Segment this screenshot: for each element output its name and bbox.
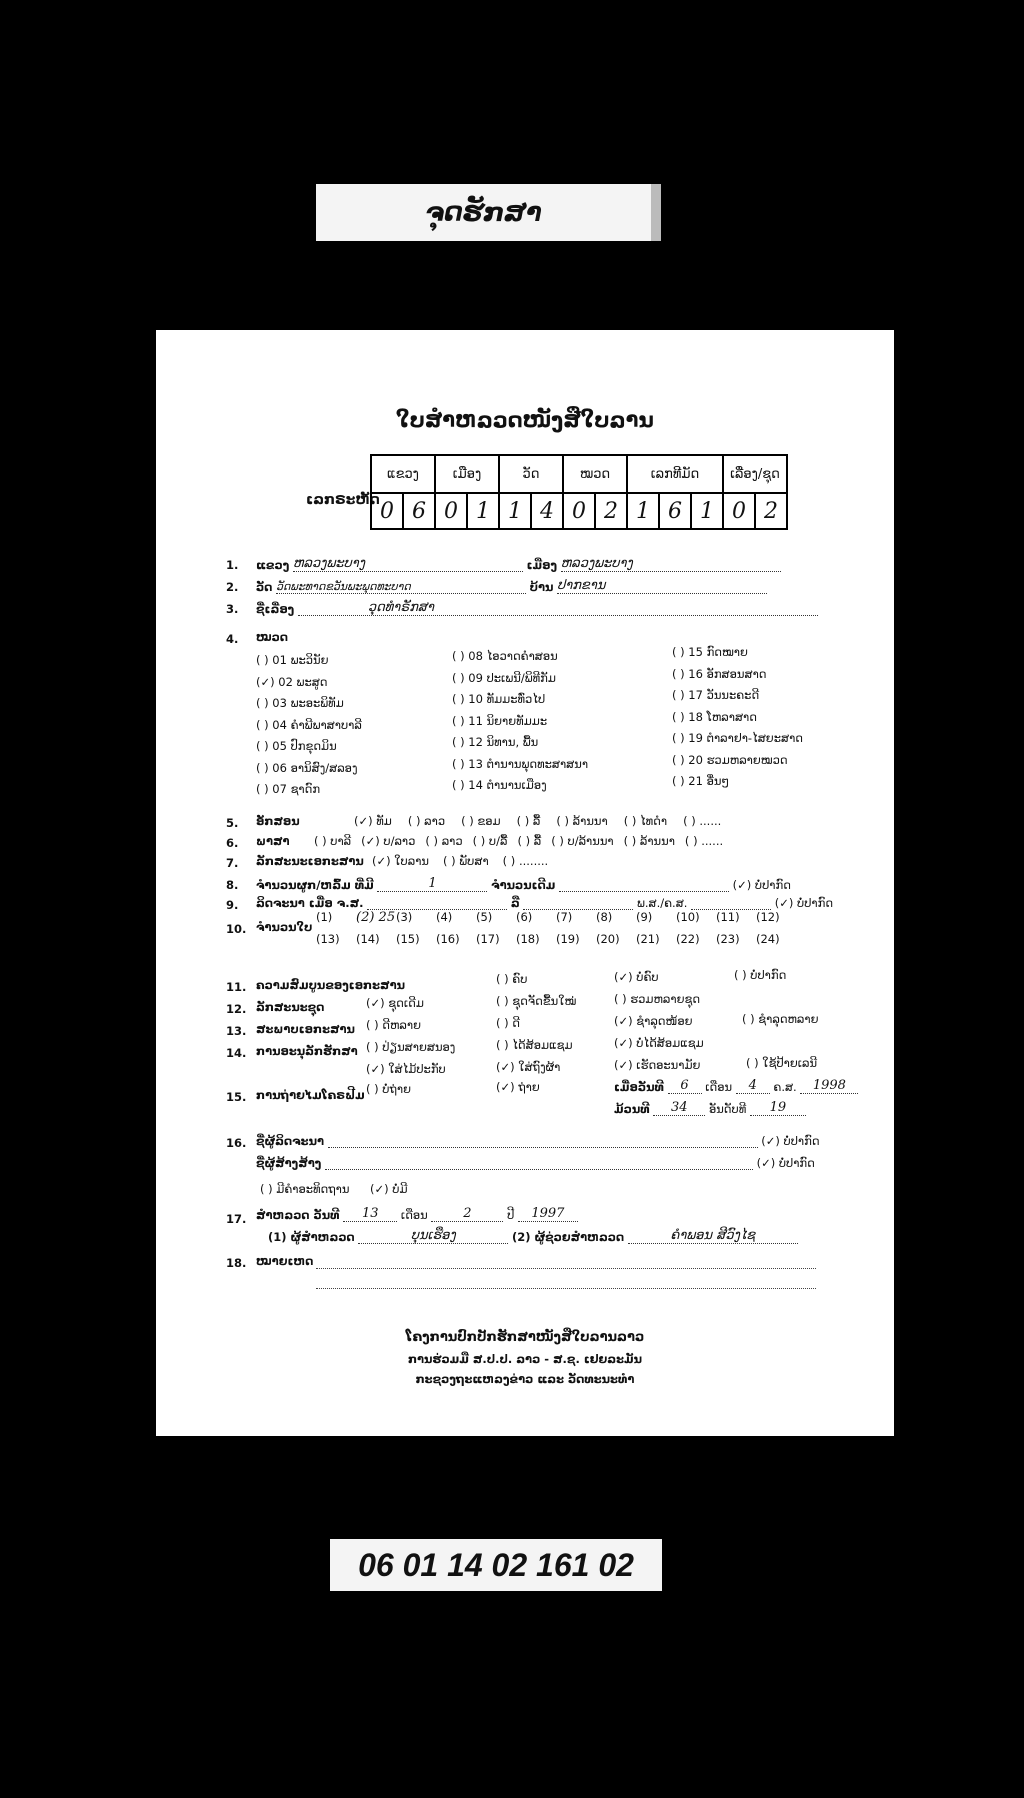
- doctype-option[interactable]: ( ) ພັບສາ: [443, 854, 489, 868]
- leaf-count-cell: (12): [756, 910, 780, 924]
- set-type-option[interactable]: (✓) ຊຸດເດີມ: [366, 996, 424, 1010]
- code-header-story: ເລື່ອງ/ຊຸດ: [723, 455, 787, 493]
- field-number: 3.: [226, 602, 239, 616]
- conservation-option[interactable]: (✓) ເຮັດອະນາມັຍ: [614, 1058, 701, 1072]
- field-number: 6.: [226, 836, 239, 850]
- category-option[interactable]: ( ) 14 ຕຳນານເມືອງ: [452, 778, 547, 792]
- field-number: 5.: [226, 816, 239, 830]
- script-option[interactable]: ( ) ຂອມ: [461, 814, 501, 828]
- category-option[interactable]: ( ) 05 ປົກຂຸດມິນ: [256, 739, 337, 753]
- leaf-count-cell: (16): [436, 932, 460, 946]
- field-number: 1.: [226, 558, 239, 572]
- field-number: 9.: [226, 898, 239, 912]
- doctype-option[interactable]: (✓) ໃບລານ: [372, 854, 429, 868]
- leaf-count-cell: (10): [676, 910, 700, 924]
- category-option[interactable]: ( ) 03 ພະອະພິທັມ: [256, 696, 344, 710]
- script-option[interactable]: ( ) ລ້ານນາ: [556, 814, 608, 828]
- code-digit: 1: [499, 493, 531, 529]
- province-value: ຫລວງພະບາງ: [293, 556, 523, 572]
- category-col-3: [672, 642, 803, 793]
- condition-option[interactable]: ( ) ດີຫລາຍ: [366, 1018, 421, 1032]
- condition-option[interactable]: ( ) ຊຳລຸດຫລາຍ: [742, 1012, 819, 1026]
- condition-label: ສະພາບເອກະສານ: [256, 1022, 355, 1036]
- conservation-option[interactable]: ( ) ໄດ້ສ້ອມແຊມ: [496, 1038, 573, 1052]
- code-header-temple: ວັດ: [499, 455, 563, 493]
- language-option[interactable]: ( ) ບ/ລື້: [472, 834, 508, 848]
- leaf-count-cell: (3): [396, 910, 413, 924]
- field-province: ແຂວງ ຫລວງພະບາງ ເມືອງ ຫລວງພະບາງ: [256, 556, 781, 572]
- code-table: [370, 454, 788, 530]
- language-option[interactable]: ( ) ......: [684, 834, 724, 848]
- leaf-count-cell: (6): [516, 910, 533, 924]
- district-value: ຫລວງພະບາງ: [561, 556, 781, 572]
- language-option[interactable]: ( ) ບາລີ: [314, 834, 352, 848]
- leaf-count-cell: (22): [676, 932, 700, 946]
- category-option[interactable]: ( ) 12 ນິທານ, ພື້ນ: [452, 735, 539, 749]
- leaf-count-cell: (8): [596, 910, 613, 924]
- code-digit: 0: [435, 493, 467, 529]
- completeness-option[interactable]: ( ) ບໍ່ປາກົດ: [734, 968, 787, 982]
- conservation-option[interactable]: (✓) ໃສ່ໄມ້ປະກັບ: [366, 1062, 446, 1076]
- code-digit: 1: [467, 493, 499, 529]
- category-label: ໝວດ: [256, 630, 288, 644]
- field-number: 18.: [226, 1256, 247, 1270]
- category-option[interactable]: ( ) 09 ປະເພນີ/ພິທີກັມ: [452, 670, 556, 685]
- microfilm-option[interactable]: ( ) ບໍ່ຖ່າຍ: [366, 1082, 411, 1096]
- surveyors: (1) ຜູ້ສຳຫລວດ ບຸນເຮືອງ (2) ຜູ້ຊ່ວຍສຳຫລວດ ຄຳພອນ ສີວົງໄຊ: [268, 1228, 798, 1244]
- field-temple: ວັດ ວັດພະທາດຂວັນພະພຸດທະບາດ ບ້ານ ປາກຂານ: [256, 578, 767, 594]
- script-option[interactable]: ( ) ລາວ: [407, 814, 446, 828]
- conservation-option[interactable]: (✓) ບໍ່ໄດ້ສ້ອມແຊມ: [614, 1036, 704, 1050]
- code-digit: 1: [691, 493, 723, 529]
- completeness-option[interactable]: ( ) ຄົບ: [496, 972, 528, 986]
- code-header-province: ແຂວງ: [371, 455, 435, 493]
- category-option[interactable]: ( ) 18 ໂຫລາສາດ: [672, 709, 757, 724]
- category-col-1: [256, 650, 362, 801]
- microfilm-month: 4: [736, 1078, 770, 1094]
- survey-year: 1997: [518, 1206, 578, 1222]
- field-language: ພາສາ ( ) ບາລີ (✓) ບ/ລາວ ( ) ລາວ ( ) ບ/ລື້ ( ) ລື້ ( ) ບ/ລ້ານນາ ( ) ລ້ານນາ ( ) ......: [256, 834, 724, 848]
- code-digit: 1: [627, 493, 659, 529]
- set-type-option[interactable]: ( ) ຮວມຫລາຍຊຸດ: [614, 992, 701, 1006]
- code-header-category: ໝວດ: [563, 455, 627, 493]
- reel-position: 19: [750, 1100, 806, 1116]
- leaf-count-cell: (20): [596, 932, 620, 946]
- field-number: 10.: [226, 922, 247, 936]
- temple-value: ວັດພະທາດຂວັນພະພຸດທະບາດ: [276, 580, 526, 594]
- set-type-option[interactable]: ( ) ຊຸດຈັດຂື້ນໃໝ່: [496, 994, 577, 1008]
- leaf-count-cell: (18): [516, 932, 540, 946]
- original-count-option[interactable]: (✓) ບໍ່ປາກົດ: [732, 878, 791, 892]
- leaf-count-cell: (11): [716, 910, 740, 924]
- field-number: 8.: [226, 878, 239, 892]
- code-digit: 2: [595, 493, 627, 529]
- field-number: 4.: [226, 632, 239, 646]
- completeness-option[interactable]: (✓) ບໍ່ຄົບ: [614, 970, 659, 984]
- conservation-label: ການອະນຸລັກຮັກສາ: [256, 1044, 358, 1058]
- code-digit: 0: [371, 493, 403, 529]
- village-value: ປາກຂານ: [557, 578, 767, 594]
- prayer-option[interactable]: ( ) ມີຄຳອະທິດຖານ: [260, 1182, 350, 1196]
- microfilm-reel: ມ້ວນທີ 34 ອັນດັບທີ 19: [614, 1100, 806, 1116]
- category-option[interactable]: ( ) 04 ຄຳພີພາສາບາລີ: [256, 717, 362, 732]
- surveyor-signature: ບຸນເຮືອງ: [358, 1228, 508, 1244]
- leaf-count-cell: (2) 25: [356, 910, 396, 925]
- leaf-count-cell: (9): [636, 910, 653, 924]
- sponsor-option[interactable]: (✓) ບໍ່ປາກົດ: [756, 1156, 815, 1170]
- bottom-code-label: 06 01 14 02 161 02: [330, 1539, 662, 1591]
- script-option[interactable]: ( ) ......: [683, 814, 722, 828]
- category-option[interactable]: ( ) 01 ພະວິນັຍ: [256, 653, 329, 667]
- category-option[interactable]: ( ) 06 ອານິສົງ/ສລອງ: [256, 760, 358, 775]
- category-option[interactable]: ( ) 19 ຕຳລາຢາ-ໄສຍະສາດ: [672, 731, 803, 745]
- category-option[interactable]: ( ) 16 ອັກສອນສາດ: [672, 666, 767, 681]
- leaf-count-cell: (21): [636, 932, 660, 946]
- condition-option[interactable]: (✓) ຊຳລຸດໜ້ອຍ: [614, 1014, 693, 1028]
- microfilm-option[interactable]: (✓) ຖ່າຍ: [496, 1080, 540, 1094]
- code-header-bundle: ເລກທີມັດ: [627, 455, 723, 493]
- code-digit: 0: [563, 493, 595, 529]
- leaf-count-cell: (7): [556, 910, 573, 924]
- completeness-label: ຄວາມສົມບູນຂອງເອກະສານ: [256, 978, 405, 992]
- written-date-option[interactable]: (✓) ບໍ່ປາກົດ: [774, 896, 834, 910]
- code-digit: 4: [531, 493, 563, 529]
- leaf-count-cell: (17): [476, 932, 500, 946]
- field-title: ຊື່ເລື່ອງ ວຸດທຳຣັກສາ: [256, 600, 818, 616]
- language-option[interactable]: ( ) ລາວ: [425, 834, 463, 848]
- assistant-signature: ຄຳພອນ ສີວົງໄຊ: [628, 1228, 798, 1244]
- leaf-count-cell: (5): [476, 910, 493, 924]
- leaf-count-label: ຈຳນວນໃບ: [256, 920, 313, 934]
- conservation-option[interactable]: ( ) ປ່ຽນສາຍສນອງ: [366, 1040, 456, 1054]
- language-option[interactable]: (✓) ບ/ລາວ: [361, 834, 416, 848]
- survey-month: 2: [431, 1206, 503, 1222]
- field-number: 15.: [226, 1090, 247, 1104]
- remarks-label: ໝາຍເຫດ: [256, 1254, 314, 1268]
- conservation-option[interactable]: (✓) ໃສ່ຖົງຜ້າ: [496, 1060, 561, 1074]
- leaf-count-cell: (4): [436, 910, 453, 924]
- leaf-count-cell: (14): [356, 932, 380, 946]
- writer-option[interactable]: (✓) ບໍ່ປາກົດ: [761, 1134, 820, 1148]
- category-option[interactable]: ( ) 17 ວັນນະຄະດີ: [672, 688, 760, 702]
- category-option[interactable]: ( ) 15 ກົດໝາຍ: [672, 645, 748, 659]
- footer-line: ກະຊວງຖະແຫລງຂ່າວ ແລະ ວັດທະນະທຳ: [415, 1372, 635, 1386]
- reel-number: 34: [653, 1100, 705, 1116]
- leaf-count-cell: (15): [396, 932, 420, 946]
- bundle-count-value: 1: [377, 876, 487, 892]
- code-digit: 0: [723, 493, 755, 529]
- field-script: ອັກສອນ (✓) ທັມ ( ) ລາວ ( ) ຂອມ ( ) ລື້ ( ) ລ້ານນາ ( ) ໄທດຳ ( ) ......: [256, 814, 722, 828]
- language-option[interactable]: ( ) ບ/ລ້ານນາ: [551, 834, 614, 848]
- category-option[interactable]: ( ) 21 ອື່ນໆ: [672, 774, 730, 788]
- code-header-district: ເມືອງ: [435, 455, 499, 493]
- field-number: 14.: [226, 1046, 247, 1060]
- set-type-label: ລັກສະນະຊຸດ: [256, 1000, 325, 1014]
- code-digit: 6: [403, 493, 435, 529]
- field-number: 16.: [226, 1136, 247, 1150]
- field-written-date: ລິດຈະນາ ເມື່ອ ຈ.ສ. ລື ພ.ສ./ຄ.ສ. (✓) ບໍ່ປາກົດ: [256, 896, 834, 910]
- top-label: ຈຸດຮັກສາ: [316, 184, 661, 241]
- script-option[interactable]: ( ) ລື້: [516, 814, 541, 828]
- language-option[interactable]: ( ) ລື້: [517, 834, 542, 848]
- condition-option[interactable]: ( ) ດີ: [496, 1016, 520, 1030]
- field-sponsor: ຊື່ຜູ້ສ້າງສ້າງ (✓) ບໍ່ປາກົດ: [256, 1156, 815, 1170]
- category-col-2: [452, 646, 588, 797]
- code-label: ເລກຣະຫັດ: [306, 492, 380, 508]
- code-digit: 2: [755, 493, 787, 529]
- field-number: 13.: [226, 1024, 247, 1038]
- field-bundle-count: ຈຳນວນຜູກ/ຫລົ້ມ ທີ່ມີ 1 ຈຳນວນເດີມ (✓) ບໍ່ປາກົດ: [256, 876, 791, 892]
- microfilm-year: 1998: [800, 1078, 858, 1094]
- leaf-count-cell: (24): [756, 932, 780, 946]
- category-option[interactable]: ( ) 08 ໄອວາດຄຳສອນ: [452, 649, 558, 663]
- leaf-count-row-1: [316, 910, 796, 925]
- category-option[interactable]: ( ) 10 ທັມມະທົ່ວໄປ: [452, 692, 546, 706]
- category-option[interactable]: ( ) 11 ນິຍາຍທັມມະ: [452, 713, 548, 728]
- conservation-option[interactable]: ( ) ໃຊ້ປ້າຍເລນີ: [746, 1056, 818, 1070]
- field-writer: ຊື່ຜູ້ລິດຈະນາ (✓) ບໍ່ປາກົດ: [256, 1134, 820, 1148]
- footer-line: ໂຄງການປົກປັກຮັກສາໜັງສືໃບລານລາວ: [405, 1330, 645, 1345]
- category-option[interactable]: ( ) 07 ຊາດົກ: [256, 782, 321, 796]
- field-document-type: ລັກສະນະເອກະສານ (✓) ໃບລານ ( ) ພັບສາ ( ) ........: [256, 854, 549, 868]
- form-title: ໃບສຳຫລວດໜັງສືໃບລານ: [396, 408, 654, 432]
- field-number: 17.: [226, 1212, 247, 1226]
- leaf-count-row-2: [316, 932, 796, 946]
- footer-line: ການຮ່ວມມື ສ.ປ.ປ. ລາວ - ສ.ຊ. ເຢຍລະມັນ: [407, 1352, 643, 1366]
- field-number: 7.: [226, 856, 239, 870]
- leaf-count-cell: (13): [316, 932, 340, 946]
- category-option[interactable]: (✓) 02 ພະສູດ: [256, 674, 328, 689]
- prayer-option[interactable]: (✓) ບໍ່ມີ: [370, 1182, 408, 1196]
- leaf-count-cell: (1): [316, 910, 333, 924]
- microfilm-date: ເມື່ອວັນທີ 6 ເດືອນ 4 ຄ.ສ. 1998: [614, 1078, 858, 1094]
- microfilm-label: ການຖ່າຍໄມໂຄຣຟີມ: [256, 1088, 365, 1102]
- survey-form: [156, 330, 894, 1436]
- survey-day: 13: [343, 1206, 397, 1222]
- survey-date: ສຳຫລວດ ວັນທີ 13 ເດືອນ 2 ປີ 1997: [256, 1206, 578, 1222]
- leaf-count-cell: (19): [556, 932, 580, 946]
- microfilm-day: 6: [668, 1078, 702, 1094]
- title-value: ວຸດທຳຣັກສາ: [298, 600, 818, 616]
- field-number: 12.: [226, 1002, 247, 1016]
- category-option[interactable]: ( ) 13 ຕຳນານພຸດທະສາສນາ: [452, 756, 589, 771]
- doctype-option[interactable]: ( ) ........: [502, 854, 549, 868]
- category-option[interactable]: ( ) 20 ຮວມຫລາຍໝວດ: [672, 752, 788, 767]
- language-option[interactable]: ( ) ລ້ານນາ: [623, 834, 675, 848]
- leaf-count-cell: (23): [716, 932, 740, 946]
- field-number: 11.: [226, 980, 247, 994]
- script-option[interactable]: (✓) ທັມ: [354, 814, 392, 828]
- script-option[interactable]: ( ) ໄທດຳ: [623, 814, 668, 828]
- code-digit: 6: [659, 493, 691, 529]
- field-number: 2.: [226, 580, 239, 594]
